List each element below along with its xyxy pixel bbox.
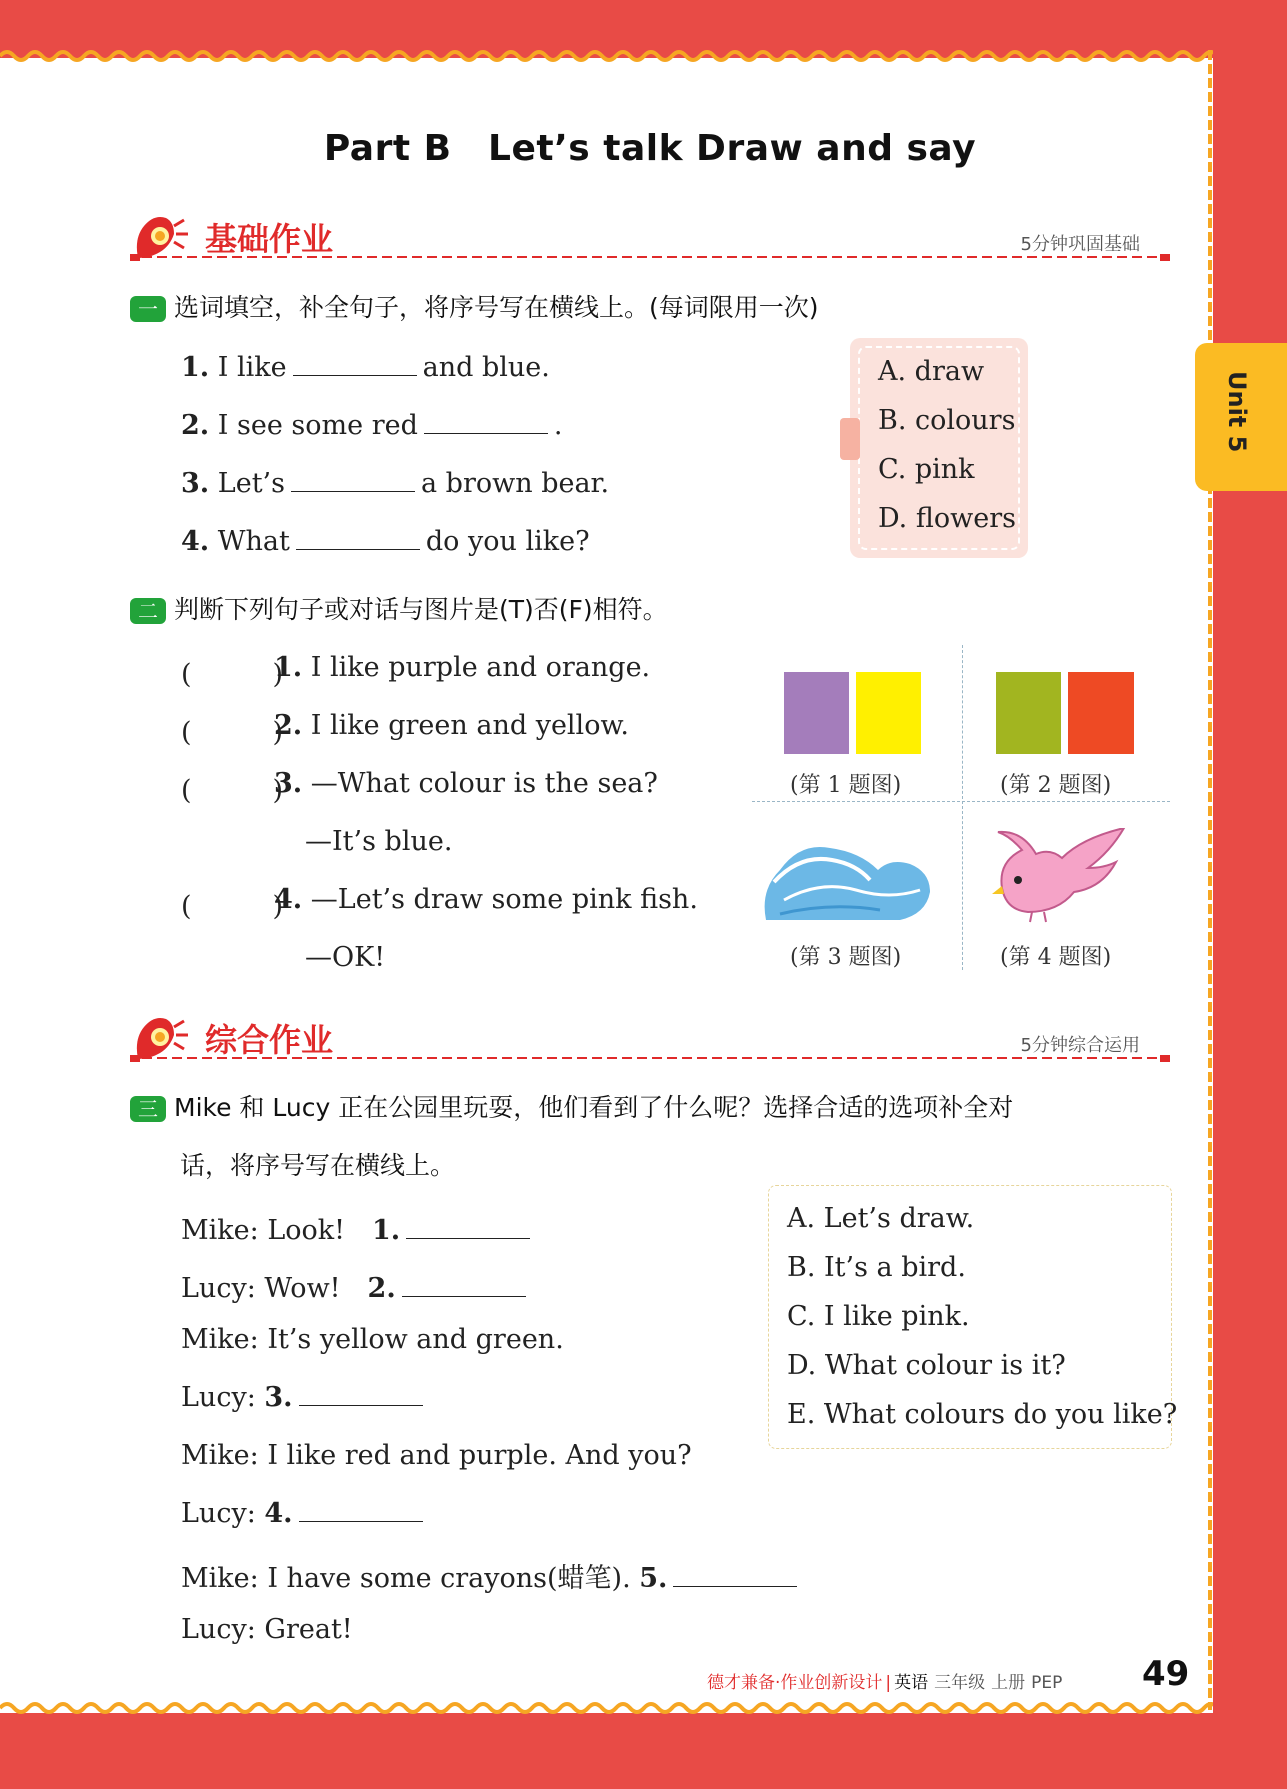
line-text: It’s yellow and green. (267, 1324, 564, 1355)
item-text: I like purple and orange. (310, 652, 651, 683)
line-text: Wow! (264, 1273, 341, 1304)
footer-brand: 德才兼备·作业创新设计 (707, 1673, 883, 1693)
q1-item-2 (181, 410, 562, 441)
question-3-header (130, 1088, 1013, 1128)
footer-subject: 英语 (894, 1673, 929, 1693)
answer-paren[interactable]: ( ) (181, 891, 284, 922)
green-swatch (996, 672, 1061, 754)
section-header-basic (130, 208, 1170, 268)
dialogue-line-3 (181, 1324, 564, 1355)
q1-option-b: B. colours (878, 405, 1016, 436)
unit-tab[interactable] (1195, 343, 1287, 491)
section-label: 综合作业 (205, 1021, 334, 1059)
picture-caption-2: (第 2 题图) (1000, 773, 1112, 798)
section-note: 5分钟巩固基础 (1020, 234, 1140, 255)
picture-grid-divider-horizontal (752, 801, 1170, 802)
dialogue-line-1 (181, 1208, 536, 1247)
q2-item-3-reply: —It’s blue. (305, 826, 453, 857)
options-box-tab (840, 418, 860, 460)
answer-blank[interactable] (299, 1499, 423, 1522)
picture-grid-divider-vertical (962, 645, 963, 970)
pink-bird-picture (992, 828, 1130, 926)
wavy-border-right (1202, 50, 1218, 1710)
unit-tab-label: Unit 5 (1223, 371, 1251, 453)
page-footer (707, 1668, 1062, 1693)
blank-number: 4. (264, 1498, 293, 1529)
question-number-badge: 三 (130, 1096, 166, 1122)
q2-item-2 (274, 710, 629, 741)
dialogue-line-4 (181, 1382, 429, 1413)
answer-blank[interactable] (299, 1383, 423, 1406)
q1-item-1 (181, 352, 550, 383)
section-rule (130, 252, 1170, 262)
q1-item-4 (181, 526, 590, 557)
footer-term: 上册 (991, 1673, 1026, 1693)
q3-option-e: E. What colours do you like? (787, 1399, 1178, 1430)
item-number: 1. (181, 352, 210, 383)
answer-blank[interactable] (296, 527, 420, 550)
line-text: I have some crayons(蜡笔). (267, 1563, 631, 1594)
item-number: 1. (274, 652, 303, 683)
item-text-after: and blue. (422, 352, 550, 383)
answer-blank[interactable] (406, 1216, 530, 1239)
sea-wave-picture (760, 830, 935, 926)
footer-edition: PEP (1031, 1673, 1063, 1693)
answer-blank[interactable] (291, 469, 415, 492)
item-text-after: a brown bear. (420, 468, 610, 499)
answer-paren[interactable]: ( ) (181, 775, 284, 806)
item-text: —What colour is the sea? (310, 768, 658, 799)
answer-paren[interactable]: ( ) (181, 717, 284, 748)
question-3-instruction-line1: Mike 和 Lucy 正在公园里玩耍，他们看到了什么呢？选择合适的选项补全对 (174, 1093, 1014, 1122)
speaker: Lucy: (181, 1273, 256, 1304)
dialogue-line-8 (181, 1614, 353, 1645)
q2-item-4-reply: —OK! (305, 942, 386, 973)
item-text-after: do you like? (425, 526, 590, 557)
item-number: 3. (274, 768, 303, 799)
section-rule (130, 1053, 1170, 1063)
speaker: Lucy: (181, 1382, 256, 1413)
answer-paren[interactable]: ( ) (181, 659, 284, 690)
item-text-before: I see some red (217, 410, 418, 441)
line-text: Look! (267, 1215, 345, 1246)
answer-blank[interactable] (402, 1274, 526, 1297)
yellow-swatch (856, 672, 921, 754)
picture-caption-4: (第 4 题图) (1000, 945, 1112, 970)
picture-caption-1: (第 1 题图) (790, 773, 902, 798)
answer-blank[interactable] (673, 1564, 797, 1587)
item-text-before: I like (217, 352, 287, 383)
blank-number: 2. (367, 1273, 396, 1304)
speaker: Mike: (181, 1324, 259, 1355)
dialogue-line-6 (181, 1498, 429, 1529)
question-1-header (130, 288, 819, 328)
speaker: Mike: (181, 1563, 259, 1594)
item-text: —Let’s draw some pink fish. (310, 884, 698, 915)
line-text: Great! (264, 1614, 353, 1645)
speaker: Lucy: (181, 1614, 256, 1645)
blank-number: 5. (639, 1563, 668, 1594)
q2-item-1 (274, 652, 650, 683)
q3-option-b: B. It’s a bird. (787, 1252, 966, 1283)
question-number-badge: 二 (130, 598, 166, 624)
item-number: 2. (181, 410, 210, 441)
item-text-after: . (553, 410, 563, 441)
q3-option-a: A. Let’s draw. (787, 1203, 975, 1234)
blank-number: 1. (371, 1215, 401, 1246)
question-2-instruction: 判断下列句子或对话与图片是(T)否(F)相符。 (174, 595, 668, 624)
speaker: Mike: (181, 1440, 259, 1471)
q2-item-3 (274, 768, 658, 799)
q3-option-d: D. What colour is it? (787, 1350, 1066, 1381)
blank-number: 3. (264, 1382, 293, 1413)
q1-option-c: C. pink (878, 454, 975, 485)
wavy-border-top (0, 48, 1213, 64)
orange-swatch (1068, 672, 1134, 754)
picture-caption-3: (第 3 题图) (790, 945, 902, 970)
item-number: 4. (274, 884, 303, 915)
question-1-instruction: 选词填空，补全句子，将序号写在横线上。(每词限用一次) (174, 293, 819, 322)
item-number: 3. (181, 468, 210, 499)
item-number: 2. (274, 710, 303, 741)
page-number: 49 (1142, 1654, 1190, 1694)
purple-swatch (784, 672, 849, 754)
item-text: I like green and yellow. (310, 710, 629, 741)
dialogue-line-5 (181, 1440, 692, 1471)
answer-blank[interactable] (424, 411, 548, 434)
item-text-before: What (217, 526, 290, 557)
speaker: Mike: (181, 1215, 259, 1246)
wavy-border-bottom (0, 1700, 1213, 1716)
q1-option-a: A. draw (878, 356, 985, 387)
item-number: 4. (181, 526, 210, 557)
section-header-comprehensive (130, 1009, 1170, 1069)
speaker: Lucy: (181, 1498, 256, 1529)
question-number-badge: 一 (130, 296, 166, 322)
q1-option-d: D. flowers (878, 503, 1016, 534)
section-note: 5分钟综合运用 (1020, 1035, 1140, 1056)
section-label: 基础作业 (205, 220, 334, 258)
dialogue-line-7 (181, 1556, 803, 1595)
footer-grade: 三年级 (934, 1673, 986, 1693)
question-2-header (130, 590, 668, 630)
footer-separator: | (885, 1673, 892, 1693)
item-text-before: Let’s (217, 468, 285, 499)
q1-item-3 (181, 468, 609, 499)
dialogue-line-2 (181, 1266, 532, 1305)
page-title: Part B Let’s talk Draw and say (323, 128, 977, 169)
q2-item-4 (274, 884, 698, 915)
answer-blank[interactable] (293, 353, 417, 376)
q3-option-c: C. I like pink. (787, 1301, 970, 1332)
question-3-instruction-line2: 话，将序号写在横线上。 (180, 1151, 456, 1180)
line-text: I like red and purple. And you? (267, 1440, 692, 1471)
